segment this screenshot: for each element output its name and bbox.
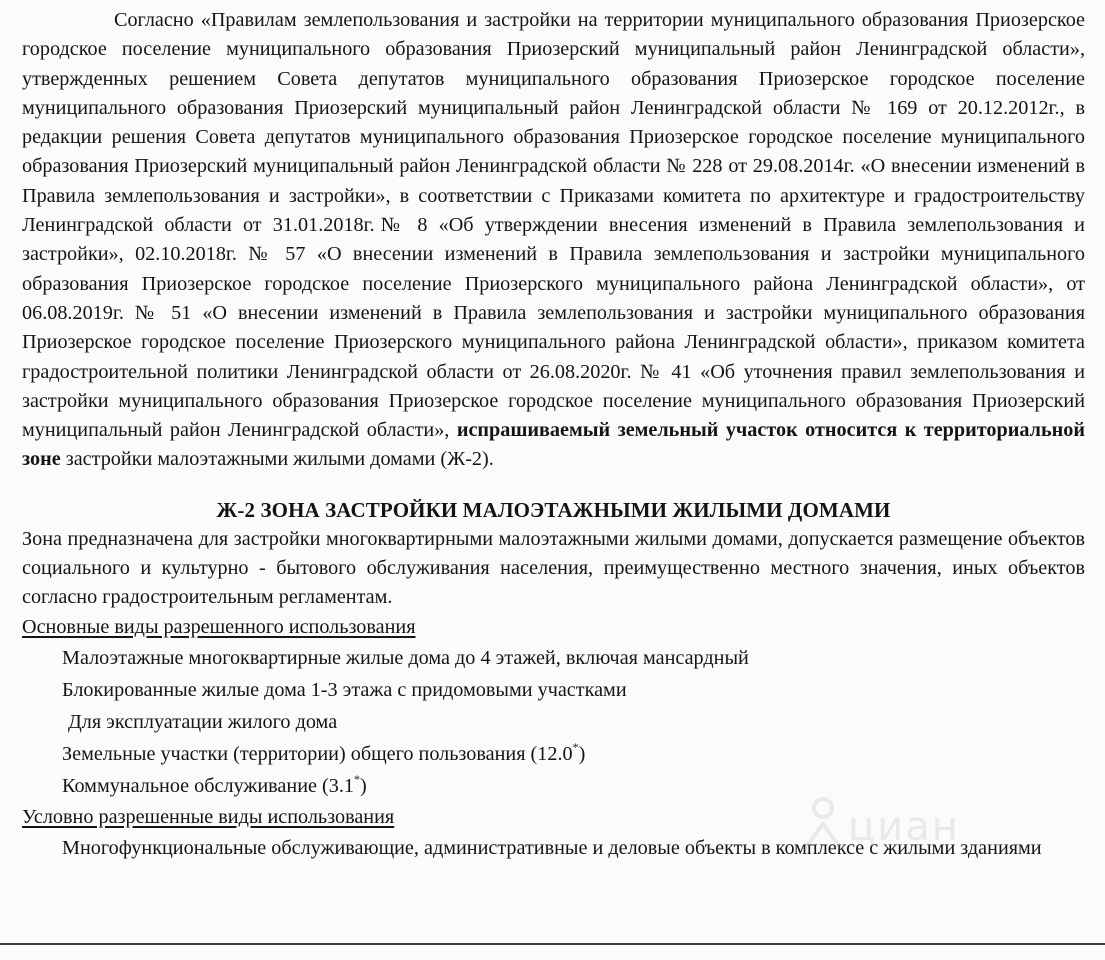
use-text: Малоэтажные многоквартирные жилые дома до 4 этажей, включая мансардный	[62, 647, 749, 670]
bottom-rule	[0, 943, 1105, 945]
footnote-mark: *	[572, 740, 579, 755]
intro-paragraph	[22, 6, 1085, 475]
intro-tail-text: застройки малоэтажными жилыми домами (Ж-2).	[65, 448, 494, 471]
list-item: Многофункциональные обслуживающие, административные и деловые объекты в комплексе с жилыми зданиями	[62, 837, 1042, 860]
intro-text: Согласно «Правилам землепользования и застройки на территории муниципального образования Приозерское городское поселение муниципального образования Приозерский муниципальный район Ленинградской области», утвержденных решением Совета депутатов муниципального образования Приозерское городское поселение муниципального образования Приозерский муниципальный район Ленинградской области № 169 от 20.12.2012г., в редакции решения Совета депутатов муниципального образования Приозерское городское поселение муниципального образования Приозерский муниципальный район Ленинградской области № 228 от 29.08.2014г. «О внесении изменений в Правила землепользования и застройки», в соответствии с Приказами комитета по архитектуре и градостроительству Ленинградской области от 31.01.2018г.№ 8 «Об утверждении внесения изменений в Правила землепользования и застройки», 02.10.2018г. № 57 «О внесении изменений в Правила землепользования и застройки муниципального образования Приозерское городское поселение Приозерского муниципального района Ленинградской области», от 06.08.2019г. № 51 «О внесении изменений в Правила землепользования и застройки муниципального образования Приозерское городское поселение Приозерского муниципального района Ленинградской области», приказом комитета градостроительной политики Ленинградской области от 26.08.2020г. № 41 «Об уточнения правил землепользования и застройки муниципального образования Приозерское городское поселение муниципального образования Приозерский муниципальный район Ленинградской области»,	[22, 9, 1085, 442]
use-tail: )	[578, 743, 586, 766]
zone-description: Зона предназначена для застройки многоквартирными малоэтажными жилыми домами, допускается размещение объектов социального и культурно - бытового обслуживания населения, преимущественно местного значения, иных объектов согласно градостроительным регламентам.	[22, 527, 1085, 608]
use-text: Земельные участки (территории) общего пользования (12.0	[62, 743, 573, 766]
list-item	[62, 706, 1085, 738]
main-uses-title: Основные виды разрешенного использования	[22, 615, 416, 638]
list-item	[62, 738, 1085, 770]
use-text: Коммунальное обслуживание (3.1	[62, 775, 354, 798]
list-item	[62, 770, 1085, 802]
zone-heading: Ж-2 ЗОНА ЗАСТРОЙКИ МАЛОЭТАЖНЫМИ ЖИЛЫМИ ДОМАМИ	[216, 497, 891, 522]
use-text: Блокированные жилые дома 1-3 этажа с придомовыми участками	[62, 679, 627, 702]
main-uses-list	[22, 642, 1085, 802]
intro-bold-text: испрашиваемый земельный участок относится к территориальной зоне	[22, 419, 1086, 471]
list-item	[62, 642, 1085, 674]
use-tail: )	[359, 775, 367, 798]
use-text: Для эксплуатации жилого дома	[68, 711, 338, 734]
conditional-uses-title: Условно разрешенные виды использования	[22, 806, 395, 829]
conditional-uses-list	[22, 834, 1085, 863]
footnote-mark: *	[353, 772, 360, 787]
list-item	[62, 674, 1085, 706]
